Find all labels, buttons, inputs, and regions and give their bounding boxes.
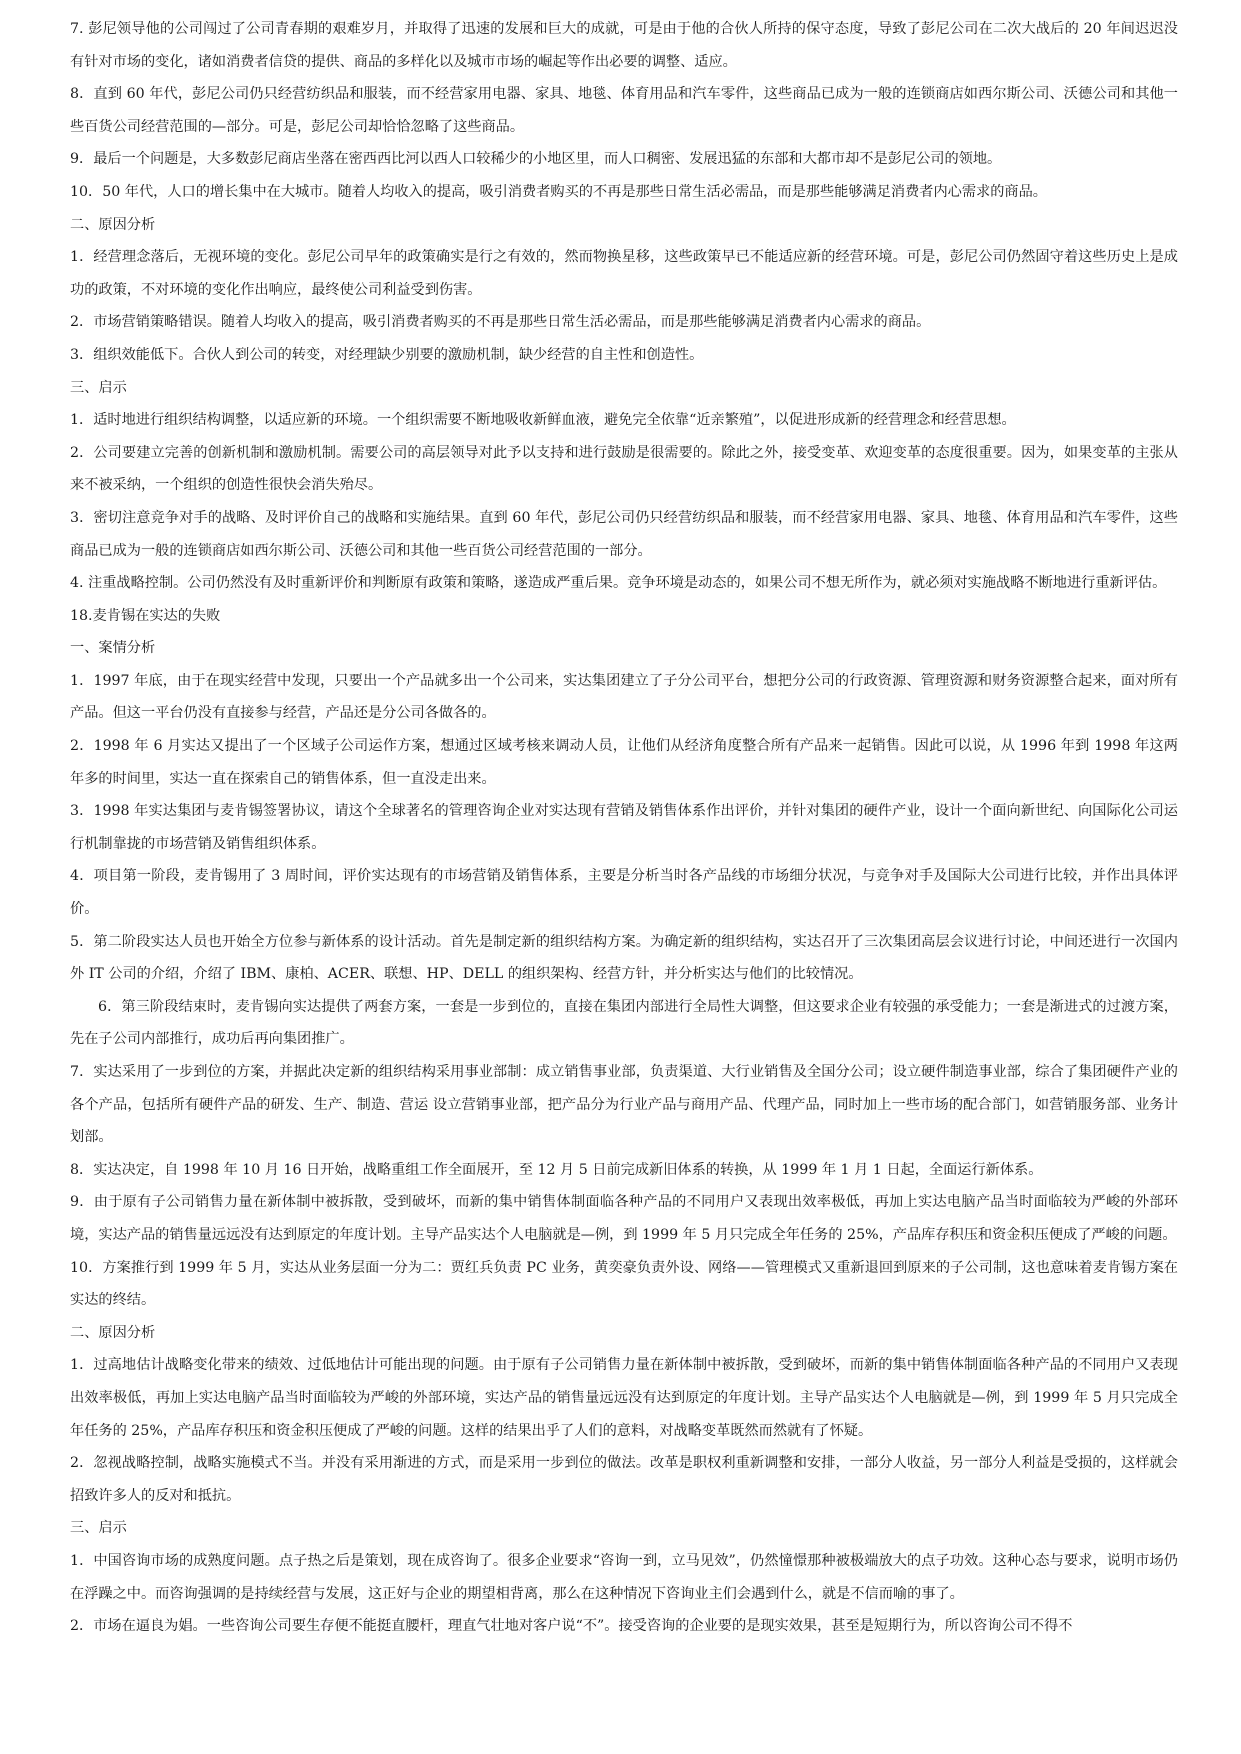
section-heading: 二、原因分析 xyxy=(70,1324,156,1341)
paragraph: 9．最后一个问题是，大多数彭尼商店坐落在密西西比河以西人口较稀少的小地区里，而人口稠密、发展迅猛的东部和大都市却不是彭尼公司的领地。 xyxy=(70,151,1002,168)
paragraph: 7．实达采用了一步到位的方案，并据此决定新的组织结构采用事业部制：成立销售事业部，负责渠道、大行业销售及全国分公司；设立硬件制造事业部，综合了集团硬件产业的各个产品，包括所有硬件产品的研发、生产、制造、营运 设立营销事业部，把产品分为行业产品与商用产品、代理产品，同时加上一些市场的配合部门，如营销服务部、业务计划部。 xyxy=(70,1064,1178,1146)
paragraph: 8．实达决定，自 1998 年 10 月 16 日开始，战略重组工作全面展开，至 12 月 5 日前完成新旧体系的转换，从 1999 年 1 月 1 日起，全面运行新体系。 xyxy=(70,1161,1043,1178)
paragraph: 1．适时地进行组织结构调整，以适应新的环境。一个组织需要不断地吸收新鲜血液，避免完全依靠“近亲繁殖”，以促进形成新的经营理念和经营思想。 xyxy=(70,412,1016,429)
section-heading: 二、原因分析 xyxy=(70,216,156,233)
paragraph: 2．1998 年 6 月实达又提出了一个区域子公司运作方案，想通过区域考核来调动人员，让他们从经济角度整合所有产品来一起销售。因此可以说，从 1996 年到 1998 年这两年多的时间里，实达一直在探索自己的销售体系，但一直没走出来。 xyxy=(70,738,1178,787)
paragraph: 10．50 年代，人口的增长集中在大城市。随着人均收入的提高，吸引消费者购买的不再是那些日常生活必需品，而是那些能够满足消费者内心需求的商品。 xyxy=(70,183,1047,200)
paragraph: 3．组织效能低下。合伙人到公司的转变，对经理缺少别要的激励机制，缺少经营的自主性和创造性。 xyxy=(70,346,704,363)
paragraph: 2．忽视战略控制，战略实施模式不当。并没有采用渐进的方式，而是采用一步到位的做法。改革是职权利重新调整和安排，一部分人收益，另一部分人利益是受损的，这样就会招致许多人的反对和抵抗。 xyxy=(70,1455,1178,1504)
paragraph: 3．密切注意竞争对手的战略、及时评价自己的战略和实施结果。直到 60 年代，彭尼公司仍只经营纺织品和服装，而不经营家用电器、家具、地毯、体育用品和汽车零件，这些商品已成为一般的连锁商店如西尔斯公司、沃德公司和其他一些百货公司经营范围的一部分。 xyxy=(70,509,1178,559)
section-heading: 三、启示 xyxy=(70,379,127,396)
paragraph: 4. 注重战略控制。公司仍然没有及时重新评价和判断原有政策和策略，遂造成严重后果。竞争环境是动态的，如果公司不想无所作为，就必须对实施战略不断地进行重新评估。 xyxy=(70,575,1167,592)
paragraph: 7. 彭尼领导他的公司闯过了公司青春期的艰难岁月，并取得了迅速的发展和巨大的成就，可是由于他的合伙人所持的保守态度，导致了彭尼公司在二次大战后的 20 年间迟迟没有针对市场的变化，诸如消费者信贷的提供、商品的多样化以及城市市场的崛起等作出必要的调整、适应。 xyxy=(70,21,1178,70)
document-page xyxy=(70,13,1178,1643)
paragraph: 2．公司要建立完善的创新机制和激励机制。需要公司的高层领导对此予以支持和进行鼓励是很需要的。除此之外，接受变革、欢迎变革的态度很重要。因为，如果变革的主张从来不被采纳，一个组织的创造性很快会消失殆尽。 xyxy=(70,444,1178,494)
paragraph: 8．直到 60 年代，彭尼公司仍只经营纺织品和服装，而不经营家用电器、家具、地毯、体育用品和汽车零件，这些商品已成为一般的连锁商店如西尔斯公司、沃德公司和其他一些百货公司经营范围的—部分。可是，彭尼公司却恰恰忽略了这些商品。 xyxy=(70,86,1178,135)
paragraph: 5．第二阶段实达人员也开始全方位参与新体系的设计活动。首先是制定新的组织结构方案。为确定新的组织结构，实达召开了三次集团高层会议进行讨论，中间还进行一次国内外 IT 公司的介绍，介绍了 IBM、康柏、ACER、联想、HP、DELL 的组织架构、经营方针，并分析实达与他们的比较情况。 xyxy=(70,933,1178,983)
paragraph: 6．第三阶段结束时，麦肯锡向实达提供了两套方案，一套是一步到位的，直接在集团内部进行全局性大调整，但这要求企业有较强的承受能力；一套是渐进式的过渡方案，先在子公司内部推行，成功后再向集团推广。 xyxy=(70,998,1178,1048)
paragraph: 1．1997 年底，由于在现实经营中发现，只要出一个产品就多出一个公司来，实达集团建立了子分公司平台，想把分公司的行政资源、管理资源和财务资源整合起来，面对所有产品。但这一平台仍没有直接参与经营，产品还是分公司各做各的。 xyxy=(70,672,1178,722)
paragraph: 10．方案推行到 1999 年 5 月，实达从业务层面一分为二：贾红兵负责 PC 业务，黄奕豪负责外设、网络——管理模式又重新退回到原来的子公司制，这也意味着麦肯锡方案在实达的终结。 xyxy=(70,1259,1178,1309)
paragraph: 1．中国咨询市场的成熟度问题。点子热之后是策划，现在成咨询了。很多企业要求“咨询一到，立马见效”，仍然憧憬那种被极端放大的点子功效。这种心态与要求，说明市场仍在浮躁之中。而咨询强调的是持续经营与发展，这正好与企业的期望相背离，那么在这种情况下咨询业主们会遇到什么，就是不信而喻的事了。 xyxy=(70,1552,1178,1602)
paragraph: 4．项目第一阶段，麦肯锡用了 3 周时间，评价实达现有的市场营销及销售体系，主要是分析当时各产品线的市场细分状况，与竞争对手及国际大公司进行比较，并作出具体评价。 xyxy=(70,868,1178,918)
paragraph: 1．过高地估计战略变化带来的绩效、过低地估计可能出现的问题。由于原有子公司销售力量在新体制中被拆散，受到破坏，而新的集中销售体制面临各种产品的不同用户又表现出效率极低，再加上实达电脑产品当时面临较为严峻的外部环境，实达产品的销售量远远没有达到原定的年度计划。主导产品实达个人电脑就是—例，到 1999 年 5 月只完成全年任务的 25%，产品库存积压和资金积压便成了严峻的问题。这样的结果出乎了人们的意料，对战略变革既然而然就有了怀疑。 xyxy=(70,1357,1178,1439)
paragraph: 2．市场在逼良为娼。一些咨询公司要生存便不能挺直腰杆，理直气壮地对客户说“不”。接受咨询的企业要的是现实效果，甚至是短期行为，所以咨询公司不得不 xyxy=(70,1618,1073,1635)
paragraph: 1．经营理念落后，无视环境的变化。彭尼公司早年的政策确实是行之有效的，然而物换星移，这些政策早已不能适应新的经营环境。可是，彭尼公司仍然固守着这些历史上是成功的政策，不对环境的变化作出响应，最终使公司利益受到伤害。 xyxy=(70,249,1178,298)
section-heading: 一、案情分析 xyxy=(70,640,156,657)
paragraph: 3．1998 年实达集团与麦肯锡签署协议，请这个全球著名的管理咨询企业对实达现有营销及销售体系作出评价，并针对集团的硬件产业，设计一个面向新世纪、向国际化公司运行机制靠拢的市场营销及销售组织体系。 xyxy=(70,803,1178,852)
paragraph: 9．由于原有子公司销售力量在新体制中被拆散，受到破坏，而新的集中销售体制面临各种产品的不同用户又表现出效率极低，再加上实达电脑产品当时面临较为严峻的外部环境，实达产品的销售量远远没有达到原定的年度计划。主导产品实达个人电脑就是—例，到 1999 年 5 月只完成全年任务的 25%，产品库存积压和资金积压便成了严峻的问题。 xyxy=(70,1194,1178,1243)
case-title: 18.麦肯锡在实达的失败 xyxy=(70,607,221,624)
section-heading: 三、启示 xyxy=(70,1520,127,1537)
paragraph: 2．市场营销策略错误。随着人均收入的提高，吸引消费者购买的不再是那些日常生活必需品，而是那些能够满足消费者内心需求的商品。 xyxy=(70,314,931,331)
